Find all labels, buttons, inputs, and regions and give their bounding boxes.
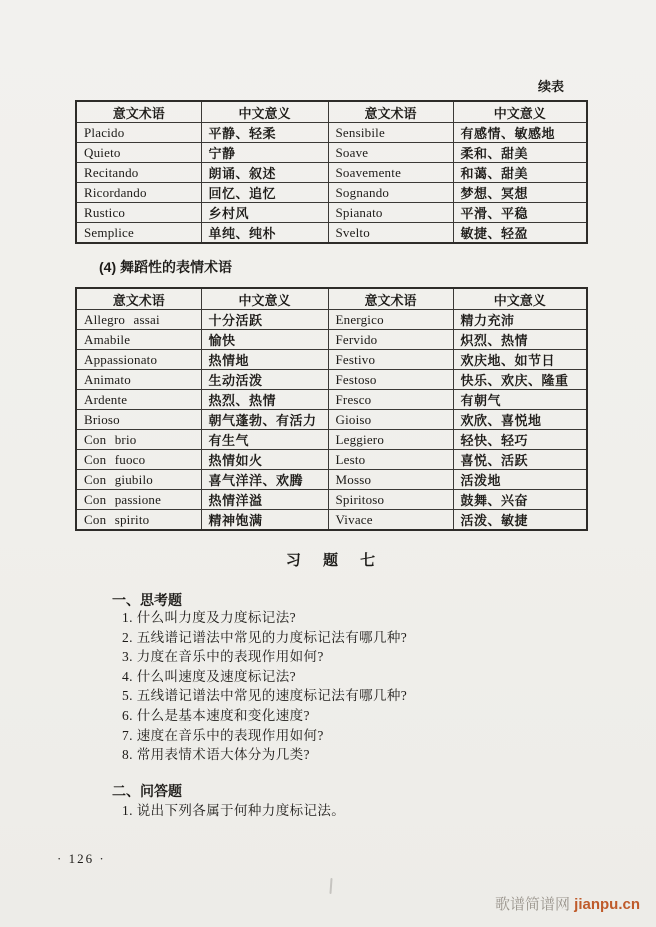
watermark	[495, 893, 640, 914]
continued-table-label: 续表	[537, 79, 564, 94]
italian-term-cell: Festoso	[328, 370, 453, 390]
question-item: 5. 五线谱记谱法中常见的速度标记法有哪几种?	[122, 688, 408, 704]
question-item: 6. 什么是基本速度和变化速度?	[122, 707, 310, 723]
italian-term-cell: Gioiso	[328, 410, 453, 430]
italian-term-cell: Appassionato	[76, 350, 201, 370]
chinese-meaning-cell: 单纯、纯朴	[201, 223, 328, 244]
chinese-meaning-cell: 热烈、热情	[201, 390, 328, 410]
table-row	[76, 350, 587, 370]
question-item: 4. 什么叫速度及速度标记法?	[122, 668, 296, 684]
italian-term-cell: Rustico	[76, 203, 201, 223]
table-row	[76, 370, 587, 390]
header-row	[76, 101, 587, 123]
expression-terms-table-continued	[75, 100, 588, 244]
chinese-meaning-cell: 活泼、敏捷	[453, 510, 587, 531]
table-row	[76, 430, 587, 450]
chinese-meaning-cell: 柔和、甜美	[453, 143, 587, 163]
chinese-meaning-cell: 朗诵、叙述	[201, 163, 328, 183]
chinese-meaning-cell: 梦想、冥想	[453, 183, 587, 203]
table-row	[76, 450, 587, 470]
watermark-site-name: 歌谱简谱网	[494, 896, 570, 913]
exercise-seven-title: 习 题 七	[285, 552, 376, 569]
italian-term-cell: Con giubilo	[76, 470, 201, 490]
italian-term-cell: Animato	[76, 370, 201, 390]
table-row	[76, 510, 587, 531]
italian-term-cell: Con fuoco	[76, 450, 201, 470]
chinese-meaning-cell: 宁静	[201, 143, 328, 163]
table-row	[76, 123, 587, 143]
thinking-questions-heading: 一、思考题	[112, 592, 182, 608]
question-item: 1. 什么叫力度及力度标记法?	[122, 610, 296, 625]
chinese-meaning-cell: 有生气	[201, 430, 328, 450]
table-row	[76, 330, 587, 350]
italian-term-cell: Spiritoso	[328, 490, 453, 510]
chinese-meaning-cell: 有朝气	[453, 390, 587, 410]
italian-term-cell: Semplice	[76, 223, 201, 244]
italian-term-cell: Sognando	[328, 183, 453, 203]
watermark-site-url: jianpu.cn	[574, 896, 640, 913]
chinese-meaning-cell: 有感情、敏感地	[453, 123, 587, 143]
question-item: 1. 说出下列各属于何种力度标记法。	[122, 803, 346, 818]
column-header: 意文术语	[76, 288, 201, 310]
question-item: 8. 常用表情术语大体分为几类?	[122, 747, 310, 763]
italian-term-cell: Quieto	[76, 143, 201, 163]
column-header: 意文术语	[76, 101, 201, 123]
question-item: 2. 五线谱记谱法中常见的力度标记法有哪几种?	[122, 629, 408, 645]
page-number: · 126 ·	[57, 851, 106, 866]
chinese-meaning-cell: 敏捷、轻盈	[453, 223, 587, 244]
table-row	[76, 143, 587, 163]
chinese-meaning-cell: 热情地	[201, 350, 328, 370]
chinese-meaning-cell: 十分活跃	[201, 310, 328, 330]
chinese-meaning-cell: 精神饱满	[201, 510, 328, 531]
question-item: 3. 力度在音乐中的表现作用如何?	[122, 649, 324, 665]
italian-term-cell: Con brio	[76, 430, 201, 450]
thinking-questions-list	[122, 608, 407, 765]
column-header: 意文术语	[328, 101, 453, 123]
italian-term-cell: Amabile	[76, 330, 201, 350]
table-header	[76, 101, 587, 123]
chinese-meaning-cell: 喜气洋洋、欢腾	[201, 470, 328, 490]
column-header: 中文意义	[453, 101, 587, 123]
table-row	[76, 203, 587, 223]
chinese-meaning-cell: 欢庆地、如节日	[453, 350, 587, 370]
italian-term-cell: Placido	[76, 123, 201, 143]
chinese-meaning-cell: 热情如火	[201, 450, 328, 470]
table-header	[76, 288, 587, 310]
chinese-meaning-cell: 热情洋溢	[201, 490, 328, 510]
italian-term-cell: Fresco	[328, 390, 453, 410]
chinese-meaning-cell: 愉快	[201, 330, 328, 350]
chinese-meaning-cell: 活泼地	[453, 470, 587, 490]
column-header: 中文意义	[453, 288, 587, 310]
qa-questions-list	[122, 801, 345, 821]
italian-term-cell: Svelto	[328, 223, 453, 244]
column-header: 中文意义	[201, 288, 328, 310]
table-row	[76, 390, 587, 410]
chinese-meaning-cell: 欢欣、喜悦地	[453, 410, 587, 430]
italian-term-cell: Festivo	[328, 350, 453, 370]
italian-term-cell: Soavemente	[328, 163, 453, 183]
table-row	[76, 223, 587, 244]
chinese-meaning-cell: 平滑、平稳	[453, 203, 587, 223]
section-heading-dance-expression-terms: (4) 舞蹈性的表情术语	[99, 259, 232, 275]
column-header: 中文意义	[201, 101, 328, 123]
italian-term-cell: Vivace	[328, 510, 453, 531]
chinese-meaning-cell: 炽烈、热情	[453, 330, 587, 350]
italian-term-cell: Energico	[328, 310, 453, 330]
chinese-meaning-cell: 和蔼、甜美	[453, 163, 587, 183]
question-item: 7. 速度在音乐中的表现作用如何?	[122, 727, 324, 743]
chinese-meaning-cell: 轻快、轻巧	[453, 430, 587, 450]
table-row	[76, 310, 587, 330]
table-row	[76, 470, 587, 490]
chinese-meaning-cell: 朝气蓬勃、有活力	[201, 410, 328, 430]
qa-questions-heading: 二、问答题	[112, 783, 182, 799]
dance-expression-terms-table	[75, 287, 588, 531]
italian-term-cell: Allegro assai	[76, 310, 201, 330]
italian-term-cell: Ardente	[76, 390, 201, 410]
chinese-meaning-cell: 平静、轻柔	[201, 123, 328, 143]
italian-term-cell: Recitando	[76, 163, 201, 183]
italian-term-cell: Con spirito	[76, 510, 201, 531]
italian-term-cell: Lesto	[328, 450, 453, 470]
chinese-meaning-cell: 乡村风	[201, 203, 328, 223]
table-body	[76, 310, 587, 531]
header-row	[76, 288, 587, 310]
chinese-meaning-cell: 喜悦、活跃	[453, 450, 587, 470]
chinese-meaning-cell: 生动活泼	[201, 370, 328, 390]
chinese-meaning-cell: 鼓舞、兴奋	[453, 490, 587, 510]
italian-term-cell: Soave	[328, 143, 453, 163]
scan-artifact-mark	[329, 878, 332, 894]
table-body	[76, 123, 587, 244]
column-header: 意文术语	[328, 288, 453, 310]
italian-term-cell: Con passione	[76, 490, 201, 510]
italian-term-cell: Fervido	[328, 330, 453, 350]
italian-term-cell: Brioso	[76, 410, 201, 430]
table-row	[76, 490, 587, 510]
table-row	[76, 163, 587, 183]
chinese-meaning-cell: 快乐、欢庆、隆重	[453, 370, 587, 390]
italian-term-cell: Spianato	[328, 203, 453, 223]
table-row	[76, 183, 587, 203]
italian-term-cell: Ricordando	[76, 183, 201, 203]
chinese-meaning-cell: 回忆、追忆	[201, 183, 328, 203]
italian-term-cell: Sensibile	[328, 123, 453, 143]
table-row	[76, 410, 587, 430]
chinese-meaning-cell: 精力充沛	[453, 310, 587, 330]
italian-term-cell: Leggiero	[328, 430, 453, 450]
italian-term-cell: Mosso	[328, 470, 453, 490]
